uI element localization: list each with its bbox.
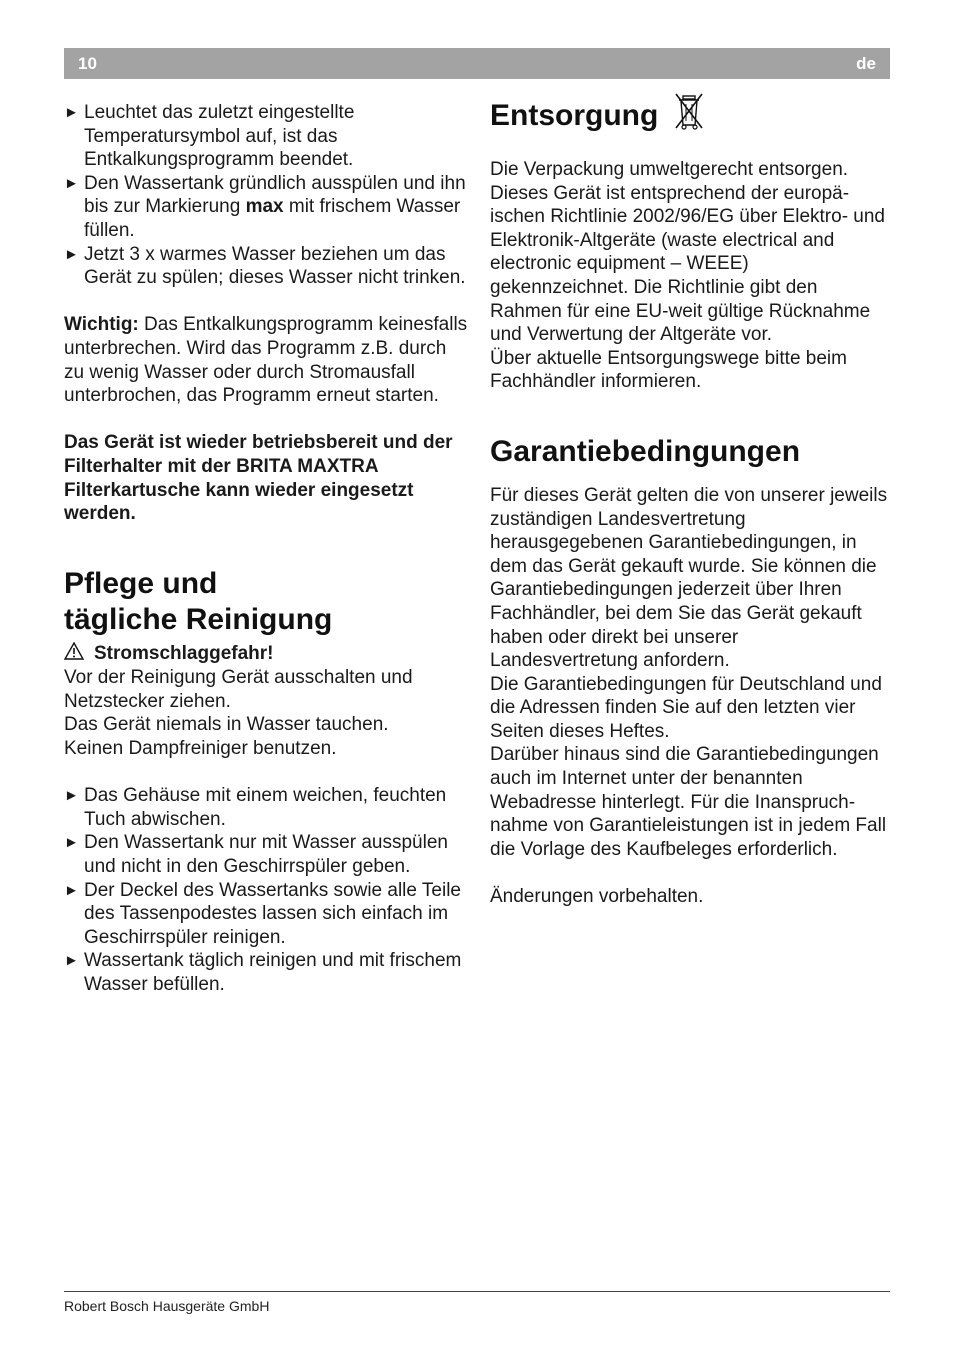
warranty-text: Für dieses Gerät gelten die von unserer jeweils zuständigen Landesvertretung herausgegebenen Garantiebedingungen, in dem das Gerät gekauft wurde. Sie können die Garantiebedingungen jederzeit über Ihren Fachhändler, bei dem Sie das Gerät gekauft haben oder direkt bei unserer Landesvertretung anfordern. bbox=[490, 484, 888, 672]
list-item: ► Der Deckel des Wassertanks sowie alle Teile des Tassenpodestes lassen sich einfach im Geschirrspüler reinigen. bbox=[64, 879, 461, 948]
language-code: de bbox=[856, 54, 876, 73]
list-item: ► Wassertank täglich reinigen und mit frischem Wasser befüllen. bbox=[64, 950, 462, 995]
descaling-steps-list bbox=[64, 101, 468, 290]
footer-company: Robert Bosch Hausgeräte GmbH bbox=[64, 1298, 270, 1314]
disposal-heading: Entsorgung bbox=[490, 91, 890, 140]
left-column bbox=[64, 101, 468, 997]
care-heading: Pflege und tägliche Reinigung bbox=[64, 566, 333, 636]
list-item: ► Leuchtet das zuletzt eingestellte Temperatursymbol auf, ist das Entkalkungsprogramm beendet. bbox=[64, 102, 355, 171]
list-item: ► Das Gehäuse mit einem weichen, feuchten Tuch abwischen. bbox=[64, 785, 447, 830]
page-header-bar bbox=[64, 48, 890, 79]
warranty-text: Darüber hinaus sind die Garantiebedingungen auch im Internet unter der benannten Webadresse hinterlegt. Für die Inanspruchnahme von Garantieleistungen ist in jedem Fall die Vorlage des Kaufbeleges erforderlich. bbox=[490, 744, 887, 860]
arrow-right-icon: ► bbox=[64, 834, 79, 852]
crossed-out-bin-icon bbox=[672, 91, 706, 140]
ready-note: Das Gerät ist wieder betriebsbereit und der Filterhalter mit der BRITA MAXTRA Filterkartusche kann wieder eingesetzt werden. bbox=[64, 432, 453, 525]
warranty-heading: Garantiebedingungen bbox=[490, 434, 801, 468]
warning-title: Stromschlaggefahr! bbox=[64, 642, 468, 667]
arrow-right-icon: ► bbox=[64, 787, 79, 805]
warning-line: Das Gerät niemals in Wasser tauchen. bbox=[64, 714, 389, 736]
changes-note: Änderungen vorbehalten. bbox=[490, 886, 704, 908]
warning-line: Keinen Dampfreiniger benutzen. bbox=[64, 738, 337, 760]
disposal-text: Die Verpackung umweltgerecht entsorgen. Dieses Gerät ist entsprechend der europäischen Richtlinie 2002/96/EG über Elektro- und Elektronik-Altgeräte (waste electrical and electronic equipment – WEEE) gekennzeichnet. Die Richtlinie gibt den Rahmen für eine EU-weit gültige Rücknahme und Verwertung der Altgeräte vor. bbox=[490, 159, 886, 346]
warning-triangle-icon bbox=[64, 642, 84, 667]
warning-line: Vor der Reinigung Gerät ausschalten und Netzstecker ziehen. bbox=[64, 667, 413, 712]
footer-divider bbox=[64, 1291, 890, 1292]
arrow-right-icon: ► bbox=[64, 245, 79, 263]
cleaning-steps-list bbox=[64, 784, 468, 996]
arrow-right-icon: ► bbox=[64, 952, 79, 970]
page-number: 10 bbox=[78, 54, 97, 73]
arrow-right-icon: ► bbox=[64, 174, 79, 192]
warranty-text: Die Garantiebedingungen für Deutschland und die Adressen finden Sie auf den letzten vier Seiten dieses Heftes. bbox=[490, 673, 882, 742]
list-item: ► Jetzt 3 x warmes Wasser beziehen um das Gerät zu spülen; dieses Wasser nicht trinken. bbox=[64, 243, 466, 289]
important-note: Wichtig: Das Entkalkungsprogramm keinesfalls unterbrechen. Wird das Programm z.B. durch zu wenig Wasser oder durch Stromausfall unterbrochen, das Programm erneut starten. bbox=[64, 314, 468, 407]
right-column bbox=[490, 98, 890, 909]
list-item: ► Den Wassertank nur mit Wasser ausspülen und nicht in den Geschirrspüler geben. bbox=[64, 832, 448, 878]
disposal-text: Über aktuelle Entsorgungswege bitte beim Fachhändler informieren. bbox=[490, 347, 847, 393]
arrow-right-icon: ► bbox=[64, 881, 79, 899]
list-item: ► Den Wassertank gründlich ausspülen und ihn bis zur Markierung max mit frischem Wasser füllen. bbox=[64, 172, 466, 241]
arrow-right-icon: ► bbox=[64, 104, 79, 121]
